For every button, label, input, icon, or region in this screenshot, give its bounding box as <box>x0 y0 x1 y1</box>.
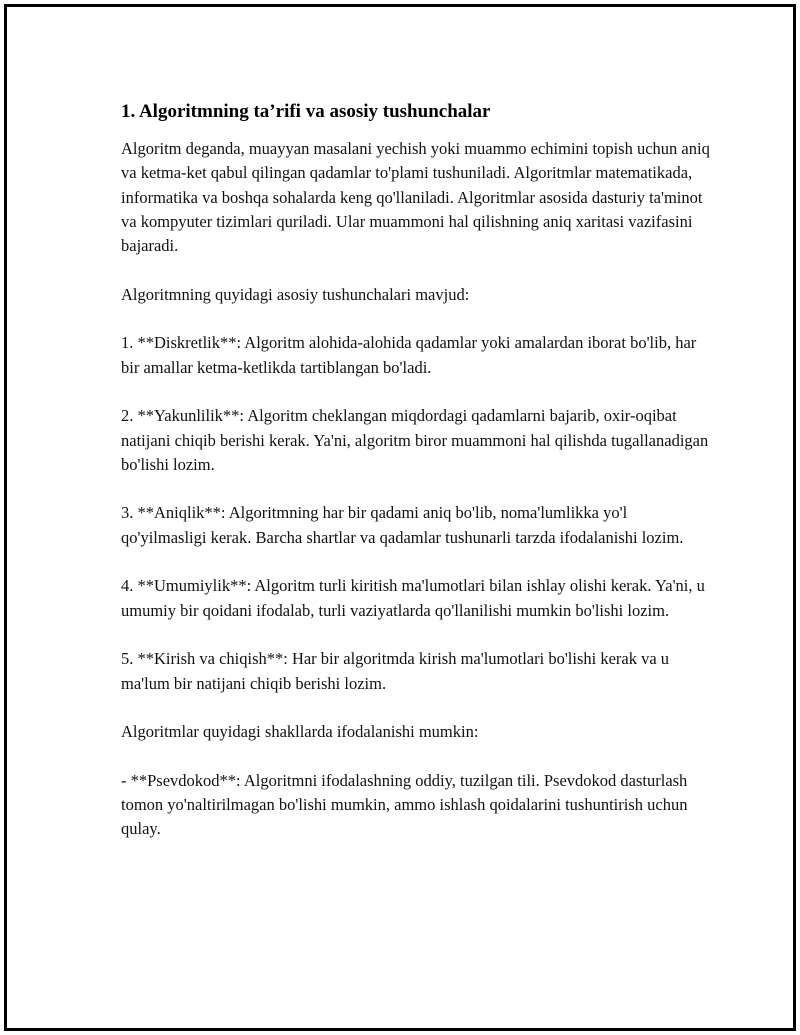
document-content <box>121 99 711 842</box>
concept-item-aniqlik: 3. **Aniqlik**: Algoritmning har bir qadami aniq bo'lib, noma'lumlikka yo'l qo'yilmasligi kerak. Barcha shartlar va qadamlar tushunarli tarzda ifodalanishi lozim. <box>121 503 684 547</box>
intro-paragraph: Algoritm deganda, muayyan masalani yechish yoki muammo echimini topish uchun aniq va ketma-ket qabul qilingan qadamlar to'plami tushuniladi. Algoritmlar matematikada, informatika va boshqa sohalarda keng qo'llaniladi. Algoritmlar asosida dasturiy ta'minot va kompyuter tizimlari quriladi. Ular muammoni hal qilishning aniq xaritasi vazifasini bajaradi. <box>121 139 710 256</box>
concept-item-kirish-chiqish: 5. **Kirish va chiqish**: Har bir algoritmda kirish ma'lumotlari bo'lishi kerak va u ma'lum bir natijani chiqib berishi lozim. <box>121 649 670 693</box>
form-item-psevdokod: - **Psevdokod**: Algoritmni ifodalashning oddiy, tuzilgan tili. Psevdokod dasturlash tomon yo'naltirilmagan bo'lishi mumkin, ammo ishlash qoidalarini tushuntirish uchun qulay. <box>121 770 688 839</box>
concept-item-diskretlik: 1. **Diskretlik**: Algoritm alohida-alohida qadamlar yoki amalardan iborat bo'lib, har bir amallar ketma-ketlikda tartiblangan bo'ladi. <box>121 333 697 377</box>
section-heading: 1. Algoritmning ta’rifi va asosiy tushunchalar <box>121 101 491 122</box>
concept-item-yakunlilik: 2. **Yakunlilik**: Algoritm cheklangan miqdordagi qadamlarni bajarib, oxir-oqibat natijani chiqib berishi kerak. Ya'ni, algoritm biror muammoni hal qilishda tugallanadigan bo'lishi lozim. <box>121 406 709 474</box>
forms-lead-paragraph: Algoritmlar quyidagi shakllarda ifodalanishi mumkin: <box>121 722 479 742</box>
document-page <box>4 4 796 1031</box>
concepts-lead-paragraph: Algoritmning quyidagi asosiy tushunchalari mavjud: <box>121 284 470 304</box>
concept-item-umumiylik: 4. **Umumiylik**: Algoritm turli kiritish ma'lumotlari bilan ishlay olishi kerak. Ya'ni, u umumiy bir qoidani ifodalab, turli vaziyatlarda qo'llanilishi mumkin bo'lishi lozim. <box>121 576 705 620</box>
